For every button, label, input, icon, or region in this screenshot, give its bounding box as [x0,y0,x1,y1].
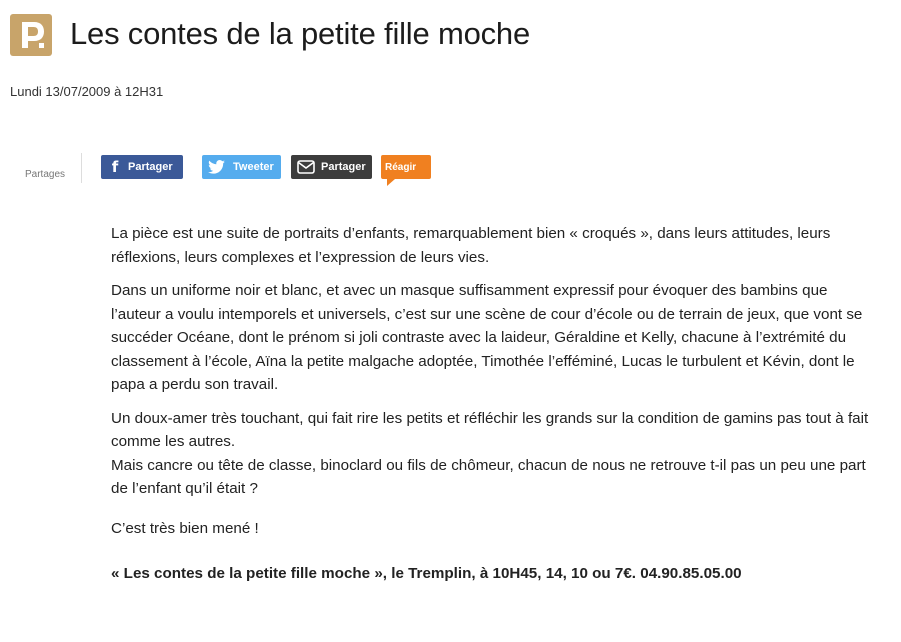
react-button[interactable] [381,155,431,179]
article-body [111,222,871,596]
share-count-label: Partages [25,169,66,180]
twitter-bird-icon [208,160,225,174]
publish-date: Lundi 13/07/2009 à 12H31 [10,84,164,99]
facebook-share-label: Partager [128,161,173,173]
article-paragraph-3-line-1: Un doux-amer très touchant, qui fait rire les petits et réfléchir les grands sur la condition de gamins pas tout à fait comme les autres. [111,409,869,450]
article-show-info: « Les contes de la petite fille moche », le Tremplin, à 10H45, 14, 10 ou 7€. 04.90.85.05.00 [111,565,742,582]
facebook-share-button[interactable] [101,155,183,179]
site-logo[interactable] [10,14,52,56]
email-share-button[interactable] [291,155,372,179]
article-paragraph-3 [111,407,871,501]
page-title: Les contes de la petite fille moche [70,16,530,51]
article-paragraph-4: C’est très bien mené ! [111,519,259,537]
twitter-share-button[interactable] [202,155,281,179]
react-label: Réagir [385,161,417,173]
article-paragraph-3-line-2: Mais cancre ou tête de classe, binoclard ou fils de chômeur, chacun de nous ne retrouve t-il pas un peu une part de l’enfant qu’il était ? [111,456,866,497]
envelope-icon [297,160,315,174]
share-divider [81,153,82,183]
article-paragraph-2: Dans un uniforme noir et blanc, et avec un masque suffisamment expressif pour évoquer des bambins que l’auteur a voulu intemporels et universels, c’est sur une scène de cour d’école ou de terrain de jeux, que vont se succéder Océane, dont le prénom si joli contraste avec la laideur, Géraldine et Kelly, chacune à l’extrémité du classement à l’école, Aïna la petite malgache adoptée, Timothée l’efféminé, Lucas le turbulent et Kévin, dont le papa a perdu son travail. [111,282,863,393]
email-share-label: Partager [321,161,366,173]
article-paragraph-1: La pièce est une suite de portraits d’enfants, remarquablement bien « croqués », dans leurs attitudes, leurs réflexions, leurs complexes et l’expression de leurs vies. [111,225,831,266]
twitter-share-label: Tweeter [233,161,274,173]
logo-p-icon [10,14,52,56]
facebook-icon: f [111,158,119,176]
speech-bubble-tail [387,179,395,186]
